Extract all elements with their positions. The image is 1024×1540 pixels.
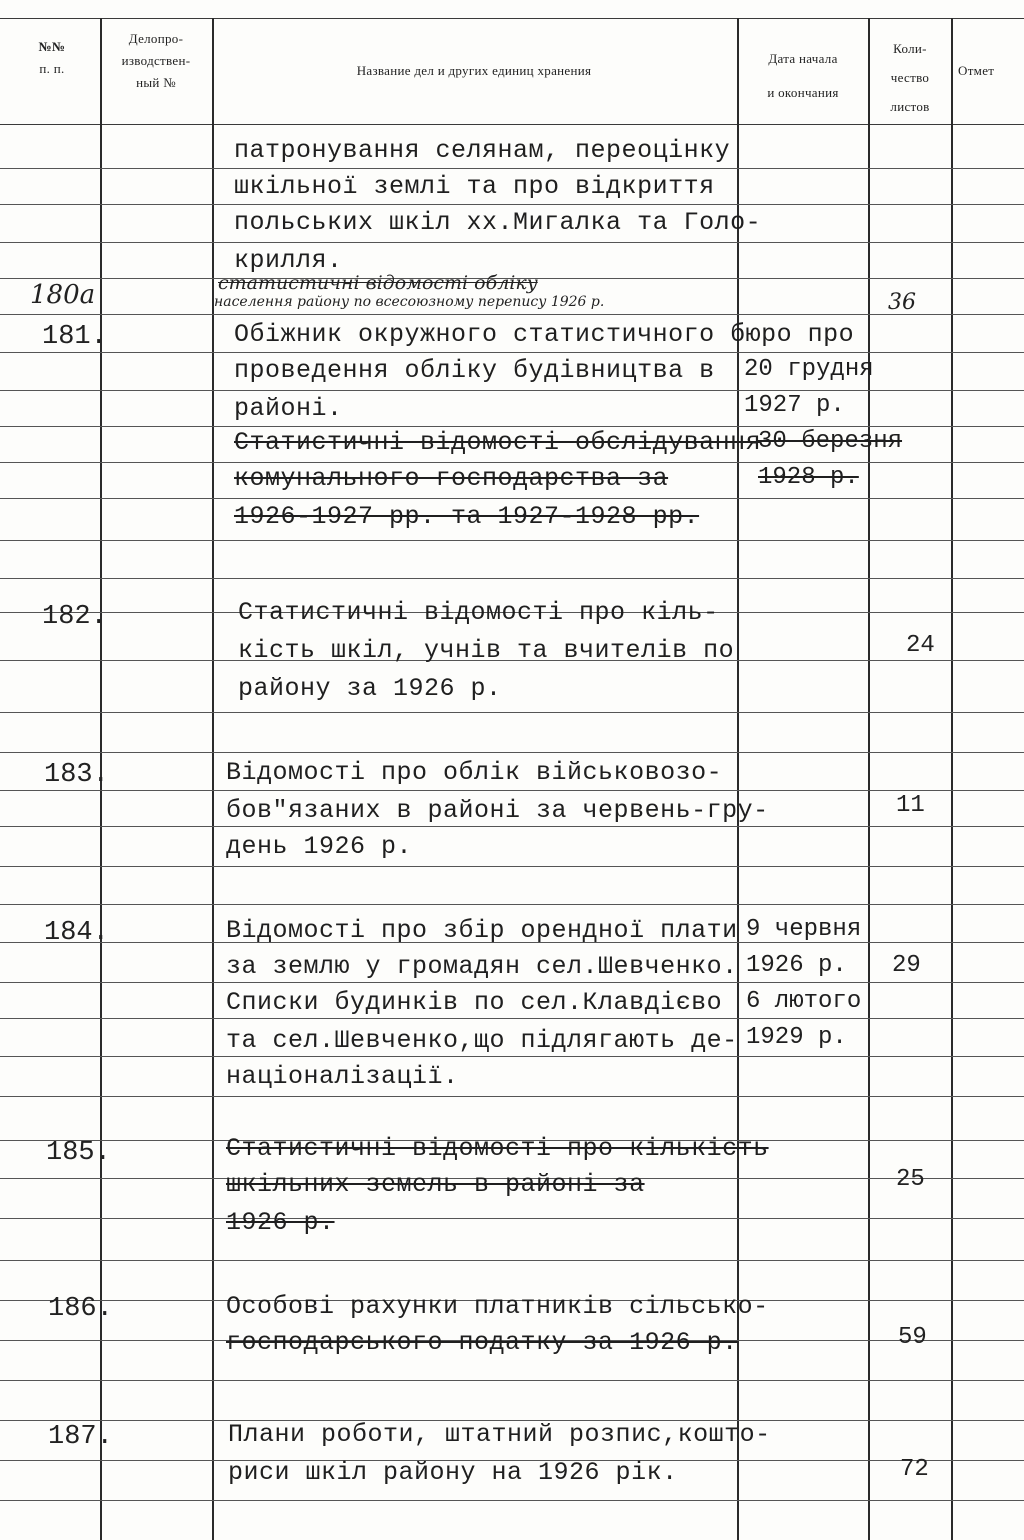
entry-title-line: 1926-1927 рр. та 1927-1928 рр. (234, 502, 700, 531)
entry-number: 182. (42, 602, 107, 632)
carryover-line: крилля. (234, 246, 343, 275)
header-bottom-border (0, 124, 1024, 125)
ruled-line (0, 1218, 1024, 1219)
column-divider-4 (868, 18, 870, 1540)
ruled-line (0, 712, 1024, 713)
entry-sheet-count: 72 (900, 1456, 929, 1483)
entry-date: 1927 р. (744, 392, 845, 419)
entry-sheet-count: 11 (896, 792, 925, 819)
header-col-title: Название дел и других единиц хранения (356, 63, 592, 78)
ruled-line (0, 752, 1024, 753)
header-count-c: листов (890, 99, 930, 114)
entry-title-line: та сел.Шевченко,що підлягають де- (226, 1026, 738, 1055)
header-office-b: изводствен- (121, 53, 191, 68)
header-num-a: №№ (38, 39, 66, 54)
header-count-b: чество (890, 70, 930, 85)
entry-title-handwritten: населення району по всесоюзному перепису 1926 р. (214, 294, 605, 310)
entry-date: 9 червня (746, 916, 862, 943)
ruled-line (0, 826, 1024, 827)
entry-number: 187. (48, 1422, 113, 1452)
entry-date: 1929 р. (746, 1024, 847, 1051)
entry-title-line: 1926 р. (226, 1208, 335, 1237)
ruled-line (0, 1056, 1024, 1057)
ruled-line (0, 1260, 1024, 1261)
entry-title-line: проведення обліку будівництва в (234, 356, 715, 385)
ruled-line (0, 352, 1024, 353)
header-col-notes: Отмет (958, 63, 995, 78)
entry-title-line: Відомості про збір орендної плати (226, 916, 738, 945)
header-num-b: п. п. (39, 61, 65, 76)
entry-title-line: комунального господарства за (234, 464, 669, 493)
entry-date: 1926 р. (746, 952, 847, 979)
header-dates-a: Дата начала (768, 51, 838, 66)
ruled-line (0, 314, 1024, 315)
ruled-line (0, 578, 1024, 579)
ruled-line (0, 390, 1024, 391)
header-col-dates (739, 42, 867, 110)
entry-title-handwritten: статистичні відомості обліку (218, 272, 538, 294)
entry-title-line: Статистичні відомості обслідування (234, 428, 762, 457)
entry-title-line: кість шкіл, учнів та вчителів по (238, 636, 735, 665)
entry-title-line: Статистичні відомості про кіль- (238, 598, 719, 627)
ruled-line (0, 540, 1024, 541)
header-col-count (870, 34, 950, 121)
ruled-line (0, 1018, 1024, 1019)
entry-title-line: шкільних земель в районі за (226, 1170, 645, 1199)
entry-number: 184. (44, 918, 109, 948)
header-col-office (102, 28, 210, 94)
header-col-number (10, 36, 94, 80)
ruled-line (0, 904, 1024, 905)
carryover-line: шкільної землі та про відкриття (234, 172, 715, 201)
entry-title-line: господарського податку за 1926 р. (226, 1328, 738, 1357)
entry-date: 20 грудня (744, 356, 874, 383)
carryover-line: польських шкіл хх.Мигалка та Голо- (234, 208, 762, 237)
entry-title-line: бов"язаних в районі за червень-гру- (226, 796, 769, 825)
entry-number: 186. (48, 1294, 113, 1324)
entry-sheet-count: 29 (892, 952, 921, 979)
entry-date: 30 березня (758, 428, 903, 455)
entry-title-line: Обіжник окружного статистичного бюро про (234, 320, 855, 349)
entry-title-line: день 1926 р. (226, 832, 413, 861)
ruled-line (0, 498, 1024, 499)
entry-title-line: районі. (234, 394, 343, 423)
entry-title-line: Плани роботи, штатний розпис,кошто- (228, 1420, 771, 1449)
ruled-line (0, 242, 1024, 243)
entry-date: 1928 р. (758, 464, 859, 491)
entry-title-line: району за 1926 р. (238, 674, 502, 703)
ruled-line (0, 866, 1024, 867)
entry-number: 185. (46, 1138, 111, 1168)
ruled-line (0, 1500, 1024, 1501)
entry-title-line: Статистичні відомості про кількість (226, 1134, 769, 1163)
ruled-line (0, 462, 1024, 463)
ruled-line (0, 790, 1024, 791)
entry-title-line: Особові рахунки платників сільсько- (226, 1292, 769, 1321)
ruled-line (0, 168, 1024, 169)
entry-date: 6 лютого (746, 988, 862, 1015)
column-divider-2 (212, 18, 214, 1540)
ruled-line (0, 982, 1024, 983)
carryover-line: патронування селянам, переоцінку (234, 136, 731, 165)
ruled-line (0, 1380, 1024, 1381)
header-count-a: Коли- (893, 41, 927, 56)
entry-count-handwritten: 36 (888, 290, 916, 315)
ruled-line (0, 204, 1024, 205)
entry-number-handwritten: 180а (30, 280, 96, 310)
header-office-c: ный № (136, 75, 176, 90)
entry-number: 181. (42, 322, 107, 352)
table-top-border (0, 18, 1024, 19)
entry-title-line: риси шкіл району на 1926 рік. (228, 1458, 678, 1487)
entry-sheet-count: 24 (906, 632, 935, 659)
entry-number: 183. (44, 760, 109, 790)
entry-sheet-count: 59 (898, 1324, 927, 1351)
entry-sheet-count: 25 (896, 1166, 925, 1193)
entry-title-line: націоналізації. (226, 1062, 459, 1091)
header-dates-b: и окончания (767, 85, 839, 100)
ruled-line (0, 1096, 1024, 1097)
entry-title-line: Списки будинків по сел.Клавдієво (226, 988, 723, 1017)
column-divider-5 (951, 18, 953, 1540)
entry-title-line: Відомості про облік військовозо- (226, 758, 723, 787)
header-office-a: Делопро- (128, 31, 184, 46)
ruled-line (0, 426, 1024, 427)
entry-title-line: за землю у громадян сел.Шевченко. (226, 952, 738, 981)
